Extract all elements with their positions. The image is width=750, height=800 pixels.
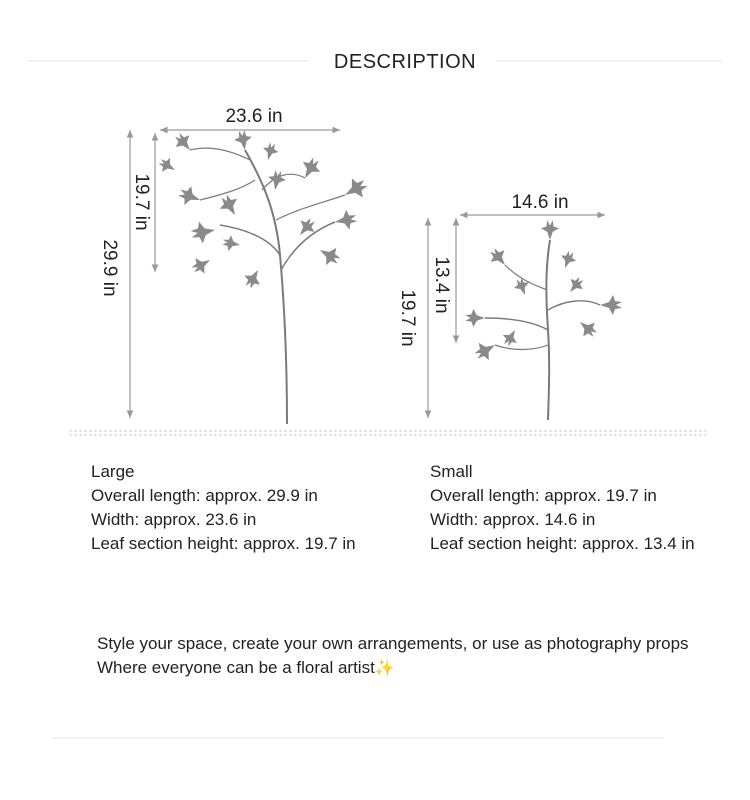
small-overall-label: 19.7 in bbox=[397, 289, 418, 347]
large-width-text: Width: approx. 23.6 in bbox=[91, 510, 257, 529]
small-width-text: Width: approx. 14.6 in bbox=[430, 510, 596, 529]
sparkle-icon: ✨ bbox=[374, 660, 395, 677]
large-width-label: 23.6 in bbox=[225, 106, 283, 127]
small-leaf-text: Leaf section height: approx. 13.4 in bbox=[430, 534, 695, 553]
small-leaf-height-label: 13.4 in bbox=[431, 256, 452, 314]
tagline-line-1: Style your space, create your own arrangements, or use as photography props bbox=[97, 634, 689, 653]
large-plant-illustration bbox=[156, 129, 372, 424]
tagline-line-2 bbox=[97, 656, 717, 681]
small-name: Small bbox=[430, 462, 473, 481]
large-overall-label: 29.9 in bbox=[99, 239, 120, 297]
large-overall-text: Overall length: approx. 29.9 in bbox=[91, 486, 318, 505]
tagline-block bbox=[97, 632, 717, 681]
small-spec-block bbox=[430, 460, 695, 556]
large-leaf-height-label: 19.7 in bbox=[131, 173, 152, 231]
small-width-label: 14.6 in bbox=[511, 192, 569, 213]
tagline-line-2-text: Where everyone can be a floral artist bbox=[97, 658, 375, 677]
large-leaf-text: Leaf section height: approx. 19.7 in bbox=[91, 534, 356, 553]
small-overall-text: Overall length: approx. 19.7 in bbox=[430, 486, 657, 505]
large-name: Large bbox=[91, 462, 135, 481]
large-spec-block bbox=[91, 460, 356, 556]
small-plant-illustration bbox=[465, 220, 622, 420]
page-title: DESCRIPTION bbox=[333, 51, 477, 73]
ground-divider bbox=[68, 429, 708, 437]
footer-rule bbox=[52, 737, 664, 739]
